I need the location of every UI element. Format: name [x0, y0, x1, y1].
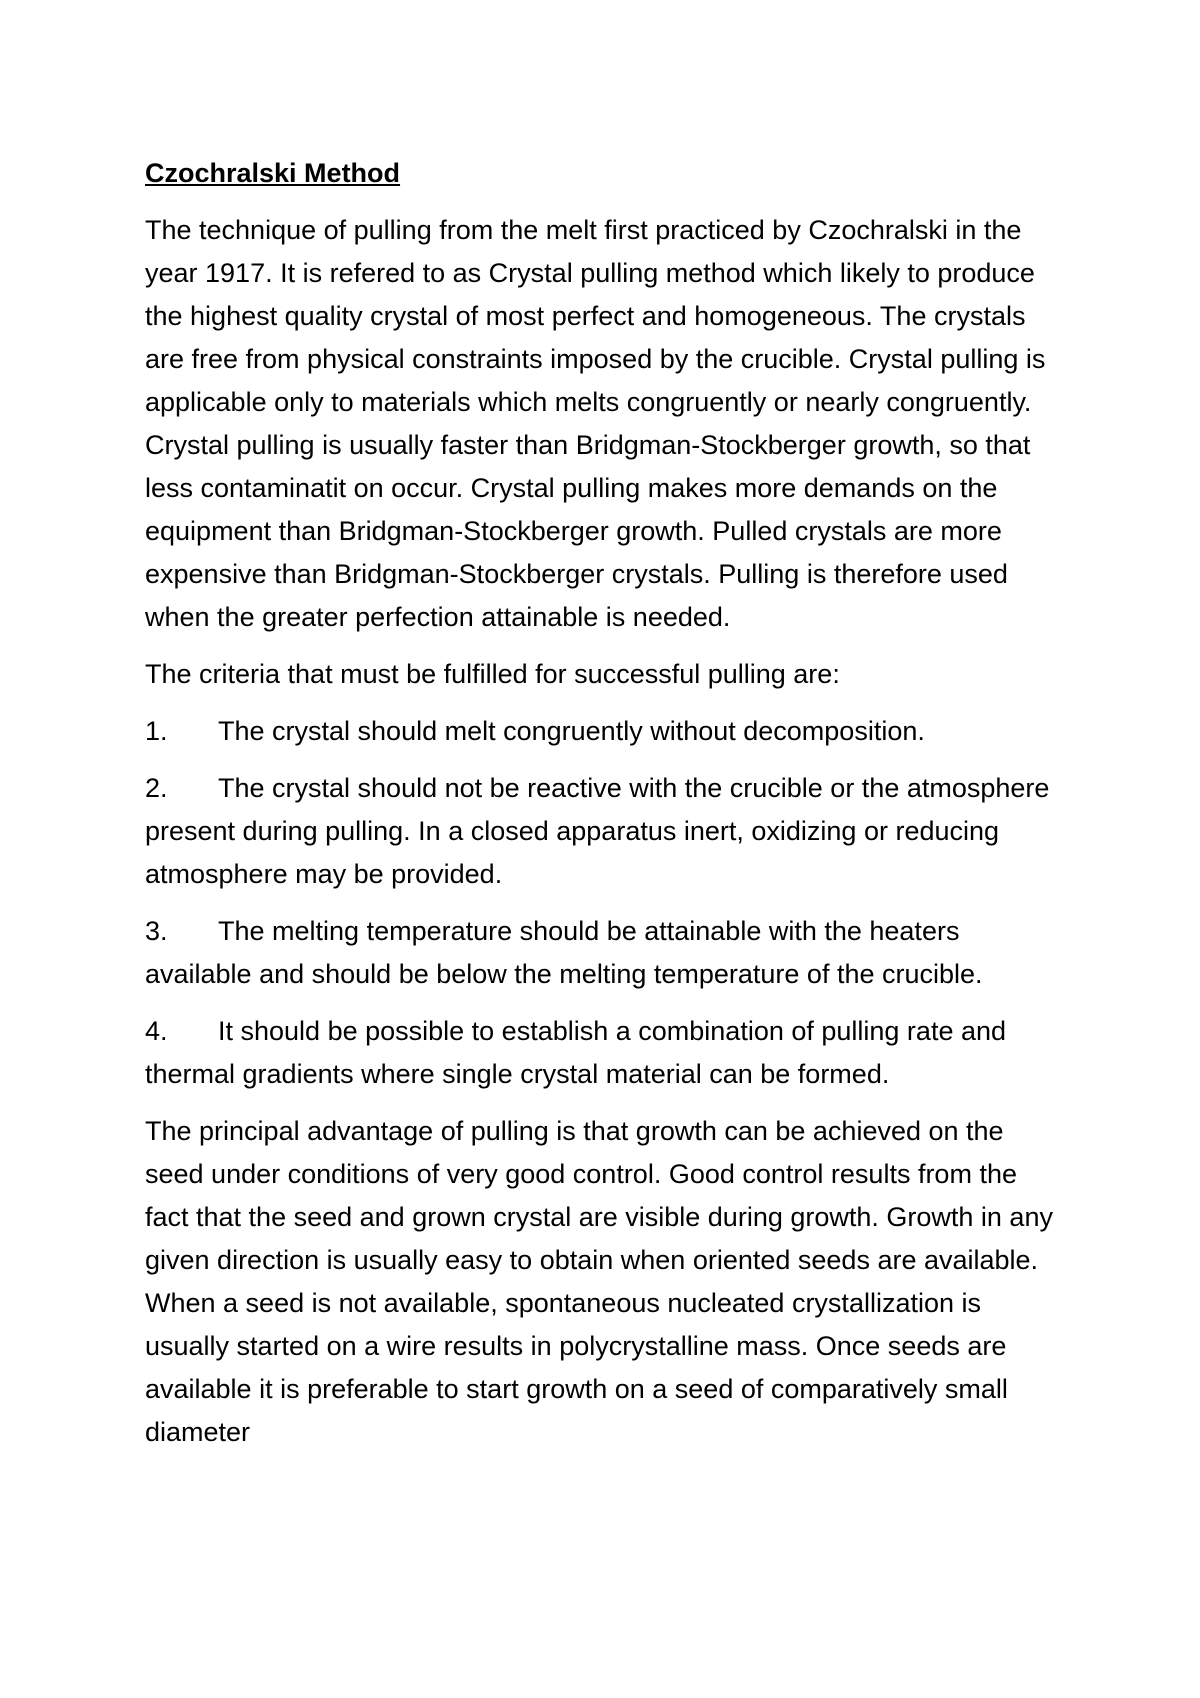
criteria-item-number: 4.	[145, 1016, 168, 1046]
document-title: Czochralski Method	[145, 158, 401, 188]
document-body	[145, 152, 1065, 1468]
criteria-item-3	[145, 910, 1065, 996]
criteria-item-text: The crystal should not be reactive with the crucible or the atmosphere present during pulling. In a closed apparatus inert, oxidizing or reducing atmosphere may be provided.	[145, 773, 1050, 889]
criteria-item-number: 2.	[145, 773, 168, 803]
criteria-item-1	[145, 710, 1065, 753]
criteria-item-2	[145, 767, 1065, 896]
criteria-item-text: The melting temperature should be attainable with the heaters available and should be below the melting temperature of the crucible.	[145, 916, 983, 989]
criteria-heading: The criteria that must be fulfilled for successful pulling are:	[145, 659, 840, 689]
advantage-paragraph: The principal advantage of pulling is that growth can be achieved on the seed under conditions of very good control. Good control results from the fact that the seed and grown crystal are visible during growth. Growth in any given direction is usually easy to obtain when oriented seeds are available. When a seed is not available, spontaneous nucleated crystallization is usually started on a wire results in polycrystalline mass. Once seeds are available it is preferable to start growth on a seed of comparatively small diameter	[145, 1116, 1053, 1447]
criteria-item-number: 3.	[145, 916, 168, 946]
criteria-item-text: It should be possible to establish a combination of pulling rate and thermal gradients where single crystal material can be formed.	[145, 1016, 1007, 1089]
criteria-item-text: The crystal should melt congruently without decomposition.	[218, 716, 925, 746]
criteria-item-4	[145, 1010, 1065, 1096]
intro-paragraph: The technique of pulling from the melt first practiced by Czochralski in the year 1917. It is refered to as Crystal pulling method which likely to produce the highest quality crystal of most perfect and homogeneous. The crystals are free from physical constraints imposed by the crucible. Crystal pulling is applicable only to materials which melts congruently or nearly congruently. Crystal pulling is usually faster than Bridgman-Stockberger growth, so that less contaminatit on occur. Crystal pulling makes more demands on the equipment than Bridgman-Stockberger growth. Pulled crystals are more expensive than Bridgman-Stockberger crystals. Pulling is therefore used when the greater perfection attainable is needed.	[145, 215, 1046, 632]
criteria-item-number: 1.	[145, 716, 168, 746]
